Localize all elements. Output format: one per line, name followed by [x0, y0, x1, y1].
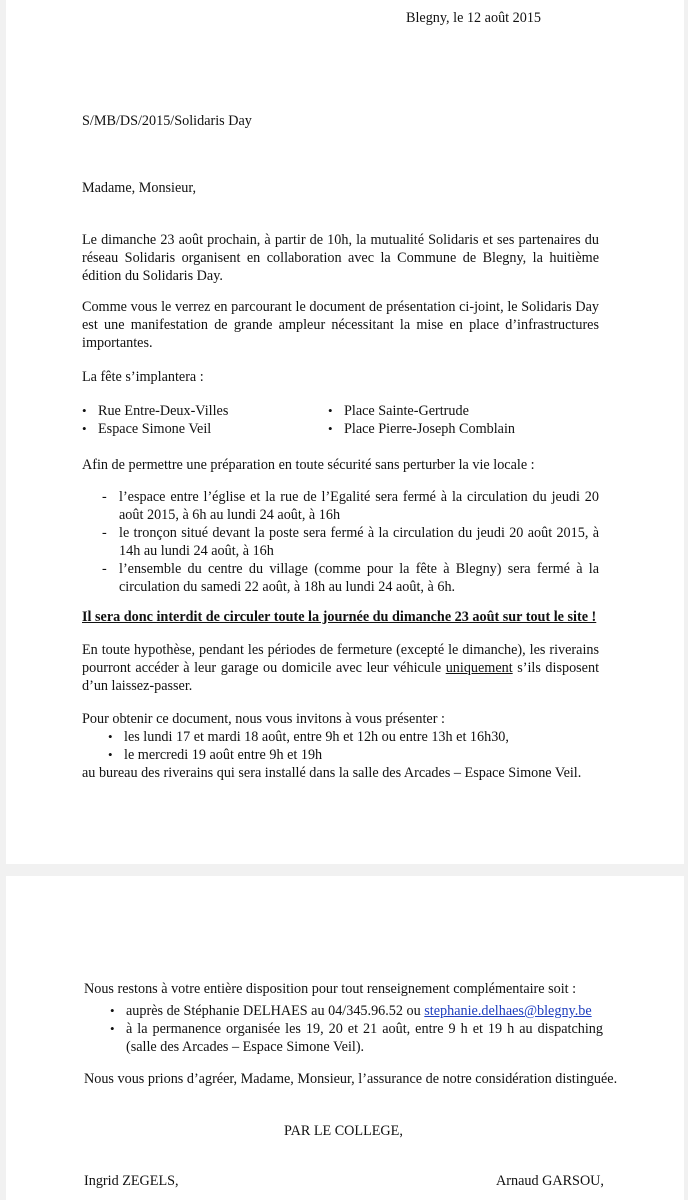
list-item: - l’espace entre l’église et la rue de l’Egalité sera fermé à la circulation du jeudi 20 août 2015, à 6h au lundi 24 août, à 16h — [102, 488, 599, 524]
intro-paragraph: Le dimanche 23 août prochain, à partir de 10h, la mutualité Solidaris et ses partenaires du réseau Solidaris organisent en collaboration avec la Commune de Blegny, la huitième édition du Solidaris Day. — [82, 232, 599, 284]
residents-text: En toute hypothèse, pendant les périodes de fermeture (excepté le dimanche), les riverains pourront accéder à leur garage ou domicile avec leur véhicule — [82, 642, 599, 676]
locations-intro: La fête s’implantera : — [82, 369, 204, 385]
locations-list-left — [82, 402, 228, 438]
opening-hours-list — [108, 728, 509, 764]
list-item: • à la permanence organisée les 19, 20 et 21 août, entre 9 h et 19 h au dispatching (salle des Arcades – Espace Simone Veil). — [110, 1020, 603, 1056]
letter-page-2 — [6, 876, 684, 1200]
letter-page-1 — [6, 0, 684, 864]
signature-heading: PAR LE COLLEGE, — [284, 1123, 403, 1139]
list-item: • Espace Simone Veil — [82, 420, 228, 438]
salutation: Madame, Monsieur, — [82, 180, 197, 196]
list-item: • Rue Entre-Deux-Villes — [82, 402, 228, 420]
list-item: • Place Sainte-Gertrude — [328, 402, 515, 420]
closing-formula: Nous vous prions d’agréer, Madame, Monsieur, l’assurance de notre considération distinguée. — [84, 1071, 618, 1087]
contact-list — [110, 1002, 603, 1056]
contact-phone: auprès de Stéphanie DELHAES au 04/345.96.52 ou — [126, 1003, 421, 1019]
contact-email-link[interactable]: stephanie.delhaes@blegny.be — [424, 1003, 592, 1019]
preparation-intro: Afin de permettre une préparation en toute sécurité sans perturber la vie locale : — [82, 457, 535, 473]
residents-emphasis: uniquement — [445, 660, 513, 676]
list-item: • les lundi 17 et mardi 18 août, entre 9h et 12h ou entre 13h et 16h30, — [108, 728, 509, 746]
signatory-left: Ingrid ZEGELS, — [84, 1173, 179, 1189]
list-item — [110, 1002, 603, 1020]
place-date: Blegny, le 12 août 2015 — [406, 10, 542, 26]
document-location: au bureau des riverains qui sera installé dans la salle des Arcades – Espace Simone Veil. — [82, 765, 582, 781]
list-item: • le mercredi 19 août entre 9h et 19h — [108, 746, 509, 764]
traffic-ban-warning: Il sera donc interdit de circuler toute la journée du dimanche 23 août sur tout le site ! — [82, 609, 597, 625]
residents-paragraph — [82, 641, 599, 695]
list-item: - l’ensemble du centre du village (comme pour la fête à Blegny) sera fermé à la circulation du samedi 22 août, à 18h au lundi 24 août, à 6h. — [102, 560, 599, 596]
presentation-paragraph: Comme vous le verrez en parcourant le document de présentation ci-joint, le Solidaris Day est une manifestation de grande ampleur nécessitant la mise en place d’infrastructures importantes. — [82, 299, 599, 351]
document-intro: Pour obtenir ce document, nous vous invitons à vous présenter : — [82, 711, 445, 727]
signatory-right: Arnaud GARSOU, — [496, 1173, 604, 1189]
contact-intro: Nous restons à votre entière disposition pour tout renseignement complémentaire soit : — [84, 981, 577, 997]
list-item: - le tronçon situé devant la poste sera fermé à la circulation du jeudi 20 août 2015, à 14h au lundi 24 août, à 16h — [102, 524, 599, 560]
list-item: • Place Pierre-Joseph Comblain — [328, 420, 515, 438]
reference-line: S/MB/DS/2015/Solidaris Day — [82, 113, 252, 129]
closures-list — [102, 488, 599, 596]
locations-list-right — [328, 402, 515, 438]
residents-text-end: s’ils disposent d’un laissez-passer. — [82, 660, 600, 694]
